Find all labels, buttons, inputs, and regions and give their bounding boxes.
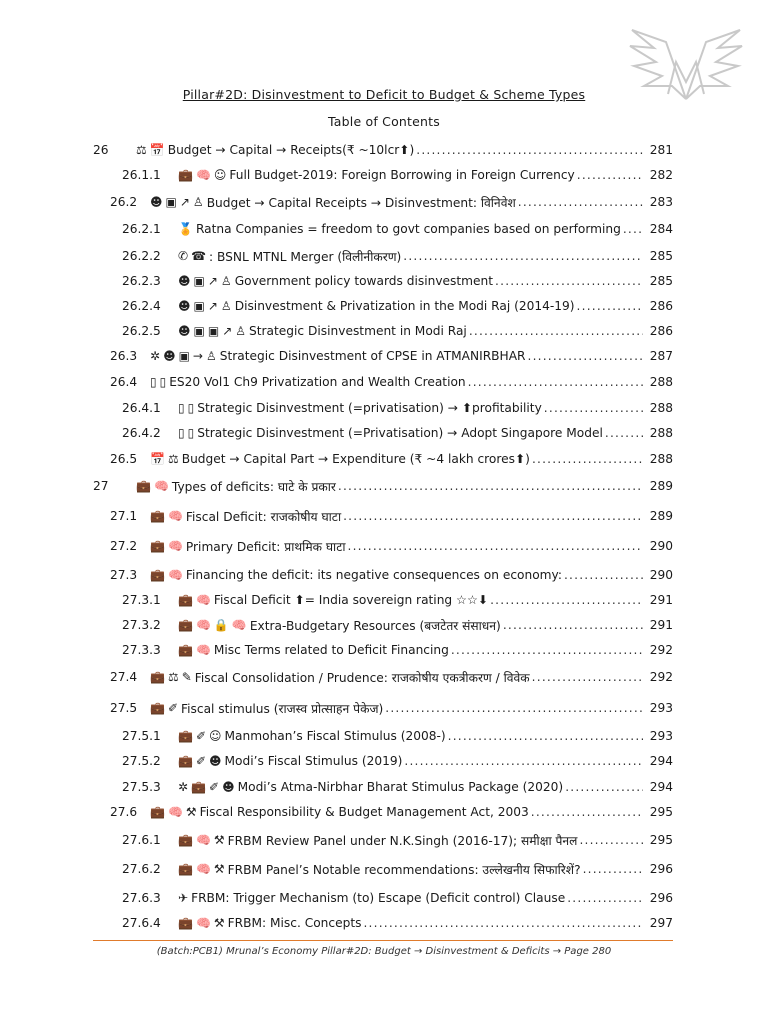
toc-entry-title: Fiscal Consolidation / Prudence: राजकोषीय एकत्रीकरण / विवेक — [194, 670, 530, 685]
dot-leader — [528, 349, 643, 363]
package-icon: ▣ — [193, 324, 205, 338]
toc-entry-title: Modi’s Atma-Nirbhar Bharat Stimulus Package (2020) — [237, 780, 564, 794]
toc-entry-title: Fiscal Deficit ⬆= India sovereign rating ☆☆⬇ — [213, 593, 489, 607]
toc-entry-page: 287 — [649, 349, 673, 363]
toc-entry[interactable] — [0, 616, 768, 634]
package-icon: ▣ — [193, 299, 205, 313]
chart-icon: ↗ — [222, 324, 233, 338]
dot-leader — [403, 249, 643, 263]
toc-entry-page: 294 — [649, 754, 673, 768]
brain-icon: 🧠 — [195, 833, 211, 847]
toc-entry-page: 288 — [649, 375, 673, 389]
toc-entry[interactable] — [0, 778, 768, 796]
toc-entry-number: 27.4 — [110, 670, 138, 684]
dot-leader — [363, 916, 643, 930]
toc-entry[interactable] — [0, 220, 768, 238]
dot-leader — [532, 452, 643, 466]
toc-entry[interactable] — [0, 727, 768, 745]
toc-entry-number: 26.4 — [110, 375, 138, 389]
brain-icon: 🧠 — [195, 643, 211, 657]
toc-entry-title: Budget → Capital → Receipts(₹ ~10lcr⬆) — [167, 143, 415, 157]
toc-entry-title: : BSNL MTNL Merger (विलीनीकरण) — [209, 249, 402, 264]
medal-icon: 🏅 — [178, 222, 193, 236]
toc-entry-page: 288 — [649, 452, 673, 466]
dot-leader — [544, 401, 643, 415]
footer-divider — [93, 940, 673, 941]
briefcase-icon: 💼 — [178, 643, 193, 657]
toc-entry-number: 27.2 — [110, 539, 138, 553]
toc-entry[interactable] — [0, 166, 768, 184]
book-icon: ▯ — [159, 375, 167, 389]
toc-entry-page: 293 — [649, 701, 673, 715]
toc-heading: Table of Contents — [328, 114, 440, 129]
brain-icon: 🧠 — [167, 805, 183, 819]
hammer-icon: ⚒ — [213, 833, 225, 847]
toc-entry-title: Misc Terms related to Deficit Financing — [213, 643, 449, 657]
toc-entry-number: 26.2 — [110, 195, 138, 209]
toc-entry-page: 291 — [649, 618, 673, 632]
toc-entry-title: Financing the deficit: its negative consequences on economy: — [185, 568, 562, 582]
dot-leader — [451, 643, 643, 657]
toc-entry-page: 281 — [649, 143, 673, 157]
toc-entry[interactable] — [0, 347, 768, 365]
briefcase-icon: 💼 — [178, 862, 193, 876]
toc-entry-number: 26.3 — [110, 349, 138, 363]
face-icon: ☺ — [213, 168, 227, 182]
dot-leader — [448, 729, 643, 743]
toc-entry-title: Strategic Disinvestment of CPSE in ATMANIRBHAR — [219, 349, 526, 363]
toc-entry-title: FRBM Review Panel under N.K.Singh (2016-17); समीक्षा पैनल — [227, 833, 578, 848]
toc-entry-title: Fiscal Deficit: राजकोषीय घाटा — [185, 509, 342, 524]
toc-entry-number: 26.2.3 — [122, 274, 161, 288]
dot-leader — [343, 509, 643, 523]
toc-entry-page: 292 — [649, 670, 673, 684]
toc-entry-title: Strategic Disinvestment in Modi Raj — [249, 324, 467, 338]
dot-leader — [565, 780, 643, 794]
toc-entry[interactable] — [0, 141, 768, 159]
toc-entry[interactable] — [0, 373, 768, 391]
toc-entry-page: 293 — [649, 729, 673, 743]
hammer-icon: ⚒ — [185, 805, 197, 819]
syringe-icon: ✐ — [195, 729, 207, 743]
briefcase-icon: 💼 — [178, 754, 193, 768]
toc-entry-page: 289 — [649, 509, 673, 523]
toc-entry-number: 26 — [93, 143, 109, 157]
toc-entry-title: FRBM: Misc. Concepts — [227, 916, 362, 930]
toc-entry-title: Extra-Budgetary Resources (बजटेतर संसाधन) — [249, 618, 501, 633]
toc-entry[interactable] — [0, 914, 768, 932]
dot-leader — [469, 324, 643, 338]
toc-entry-number: 27.5.3 — [122, 780, 161, 794]
toc-entry[interactable] — [0, 272, 768, 290]
dot-leader — [579, 833, 643, 847]
briefcase-icon: 💼 — [178, 168, 193, 182]
briefcase-icon: 💼 — [150, 805, 165, 819]
hammer-icon: ⚒ — [213, 916, 225, 930]
toc-entry-number: 26.2.2 — [122, 249, 161, 263]
toc-entry-page: 285 — [649, 249, 673, 263]
toc-entry-number: 26.4.2 — [122, 426, 161, 440]
dot-leader — [577, 168, 643, 182]
chart-icon: ↗ — [207, 299, 218, 313]
toc-entry[interactable] — [0, 860, 768, 878]
toc-entry-page: 296 — [649, 862, 673, 876]
brain-icon: 🧠 — [195, 168, 211, 182]
calendar-icon: 📅 — [150, 452, 165, 466]
toc-entry-title: Types of deficits: घाटे के प्रकार — [171, 479, 336, 494]
dot-leader — [577, 299, 643, 313]
briefcase-icon: 💼 — [150, 701, 165, 715]
briefcase-icon: 💼 — [150, 568, 165, 582]
book-icon: ▯ — [178, 401, 185, 415]
briefcase-icon: 💼 — [150, 509, 165, 523]
dot-leader — [348, 539, 644, 553]
toc-entry-title: ES20 Vol1 Ch9 Privatization and Wealth Creation — [169, 375, 466, 389]
briefcase-icon: 💼 — [150, 670, 165, 684]
toc-entry-number: 26.5 — [110, 452, 138, 466]
chart-icon: ↗ — [179, 195, 190, 209]
calendar-icon: 📅 — [149, 143, 165, 157]
toc-entry[interactable] — [0, 889, 768, 907]
toc-entry-number: 27.5 — [110, 701, 138, 715]
book-icon: ▯ — [187, 426, 195, 440]
toc-entry-page: 288 — [649, 401, 673, 415]
hammer-icon: ⚒ — [213, 862, 225, 876]
dot-leader — [623, 222, 643, 236]
toc-entry-number: 27.6.4 — [122, 916, 161, 930]
toc-entry-number: 26.2.1 — [122, 222, 161, 236]
dot-leader — [518, 195, 643, 209]
package-icon: ▣ — [178, 349, 190, 363]
toc-entry-page: 283 — [649, 195, 673, 209]
brain-icon: 🧠 — [195, 862, 211, 876]
broom-icon: ✎ — [181, 670, 192, 684]
toc-entry-number: 27.5.2 — [122, 754, 161, 768]
brain-icon: 🧠 — [195, 916, 211, 930]
face-icon: ☺ — [209, 729, 222, 743]
dot-leader — [468, 375, 643, 389]
mask-icon: ☻ — [178, 324, 191, 338]
dot-leader — [490, 593, 643, 607]
syringe-icon: ✐ — [167, 701, 179, 715]
page-footer: (Batch:PCB1) Mrunal’s Economy Pillar#2D: Budget → Disinvestment & Deficits → Page 280 — [156, 946, 612, 957]
dot-leader — [338, 479, 643, 493]
toc-entry[interactable] — [0, 477, 768, 495]
toc-entry-page: 286 — [649, 324, 673, 338]
toc-entry-page: 282 — [649, 168, 673, 182]
dot-leader — [416, 143, 643, 157]
document-title: Pillar#2D: Disinvestment to Deficit to Budget & Scheme Types — [182, 87, 586, 102]
briefcase-icon: 💼 — [178, 833, 193, 847]
toc-entry-number: 26.2.5 — [122, 324, 161, 338]
dot-leader — [583, 862, 643, 876]
scale-icon: ⚖ — [167, 452, 179, 466]
toc-entry-title: Modi’s Fiscal Stimulus (2019) — [224, 754, 403, 768]
syringe-icon: ✐ — [195, 754, 207, 768]
toc-entry-title: FRBM: Trigger Mechanism (to) Escape (Deficit control) Clause — [191, 891, 566, 905]
toc-entry-page: 296 — [649, 891, 673, 905]
virus-icon: ✲ — [150, 349, 161, 363]
person-icon: ♙ — [220, 274, 232, 288]
toc-entry[interactable] — [0, 803, 768, 821]
toc-entry-number: 27.3.2 — [122, 618, 161, 632]
person-icon: ♙ — [235, 324, 247, 338]
briefcase-icon: 💼 — [150, 539, 165, 553]
toc-entry[interactable] — [0, 566, 768, 584]
toc-entry-number: 27.6 — [110, 805, 138, 819]
toc-entry-number: 27 — [93, 479, 109, 493]
toc-entry[interactable] — [0, 752, 768, 770]
toc-entry-page: 289 — [649, 479, 673, 493]
toc-entry[interactable] — [0, 641, 768, 659]
mask-icon: ☻ — [209, 754, 222, 768]
dot-leader — [385, 701, 643, 715]
briefcase-icon: 💼 — [178, 618, 193, 632]
toc-entry-number: 27.6.2 — [122, 862, 161, 876]
toc-entry[interactable] — [0, 668, 768, 686]
escape-icon: ✈ — [178, 891, 189, 905]
brain-icon: 🧠 — [231, 618, 247, 632]
toc-entry-page: 291 — [649, 593, 673, 607]
toc-entry[interactable] — [0, 247, 768, 265]
lock-icon: 🔒 — [213, 618, 229, 632]
toc-entry-title: Fiscal Responsibility & Budget Management Act, 2003 — [199, 805, 529, 819]
toc-entry-number: 27.5.1 — [122, 729, 161, 743]
toc-entry-page: 285 — [649, 274, 673, 288]
chart-icon: ↗ — [207, 274, 218, 288]
toc-entry[interactable] — [0, 591, 768, 609]
arrow-icon: → — [192, 349, 203, 363]
toc-entry-page: 284 — [649, 222, 673, 236]
brain-icon: 🧠 — [195, 618, 211, 632]
dot-leader — [495, 274, 643, 288]
toc-entry-title: Manmohan’s Fiscal Stimulus (2008-) — [224, 729, 446, 743]
toc-entry-page: 297 — [649, 916, 673, 930]
toc-entry-title: Strategic Disinvestment (=privatisation) → ⬆profitability — [197, 401, 542, 415]
toc-entry-title: Primary Deficit: प्राथमिक घाटा — [185, 539, 346, 554]
briefcase-icon: 💼 — [136, 479, 151, 493]
mask-icon: ☻ — [163, 349, 176, 363]
toc-entry[interactable] — [0, 450, 768, 468]
toc-entry-page: 290 — [649, 568, 673, 582]
toc-entry-number: 27.6.3 — [122, 891, 161, 905]
toc-entry-number: 27.3.3 — [122, 643, 161, 657]
toc-entry-title: Budget → Capital Part → Expenditure (₹ ~4 lakh crores⬆) — [181, 452, 530, 466]
toc-entry[interactable] — [0, 322, 768, 340]
toc-entry-number: 26.2.4 — [122, 299, 161, 313]
toc-entry-page: 295 — [649, 805, 673, 819]
scale-icon: ⚖ — [136, 143, 147, 157]
toc-entry[interactable] — [0, 193, 768, 211]
toc-entry-page: 286 — [649, 299, 673, 313]
toc-entry-title: Strategic Disinvestment (=Privatisation) → Adopt Singapore Model — [197, 426, 603, 440]
toc-entry-page: 290 — [649, 539, 673, 553]
book-icon: ▯ — [187, 401, 195, 415]
brain-icon: 🧠 — [167, 539, 183, 553]
mask-icon: ☻ — [222, 780, 235, 794]
person-icon: ♙ — [192, 195, 204, 209]
brain-icon: 🧠 — [167, 509, 183, 523]
toc-entry[interactable] — [0, 831, 768, 849]
brain-icon: 🧠 — [195, 593, 211, 607]
toc-entry-title: Fiscal stimulus (राजस्व प्रोत्साहन पेकेज) — [181, 701, 384, 716]
toc-entry-number: 26.1.1 — [122, 168, 161, 182]
book-icon: ▯ — [150, 375, 157, 389]
briefcase-icon: 💼 — [178, 916, 193, 930]
package-icon: ▣ — [193, 274, 205, 288]
dot-leader — [404, 754, 643, 768]
briefcase-icon: 💼 — [191, 780, 207, 794]
toc-entry-page: 294 — [649, 780, 673, 794]
toc-entry[interactable] — [0, 424, 768, 442]
brain-icon: 🧠 — [167, 568, 183, 582]
toc-entry-number: 27.3.1 — [122, 593, 161, 607]
briefcase-icon: 💼 — [178, 729, 193, 743]
briefcase-icon: 💼 — [178, 593, 193, 607]
dot-leader — [564, 568, 643, 582]
person-icon: ♙ — [205, 349, 217, 363]
telephone-icon: ☎ — [191, 249, 207, 263]
person-icon: ♙ — [220, 299, 232, 313]
dot-leader — [532, 670, 643, 684]
toc-entry-page: 292 — [649, 643, 673, 657]
syringe-icon: ✐ — [209, 780, 220, 794]
toc-entry-title: Budget → Capital Receipts → Disinvestment: विनिवेश — [206, 195, 516, 210]
toc-entry-title: Government policy towards disinvestment — [234, 274, 494, 288]
package-icon: ▣ — [165, 195, 177, 209]
toc-entry-title: FRBM Panel’s Notable recommendations: उल्लेखनीय सिफारिशें? — [227, 862, 581, 877]
toc-entry-page: 295 — [649, 833, 673, 847]
package-icon: ▣ — [207, 324, 220, 338]
toc-entry[interactable] — [0, 399, 768, 417]
dot-leader — [567, 891, 643, 905]
toc-entry[interactable] — [0, 699, 768, 717]
toc-entry-title: Full Budget-2019: Foreign Borrowing in Foreign Currency — [229, 168, 575, 182]
toc-entry-number: 26.4.1 — [122, 401, 161, 415]
mask-icon: ☻ — [178, 274, 191, 288]
toc-entry-page: 288 — [649, 426, 673, 440]
toc-entry-number: 27.6.1 — [122, 833, 161, 847]
toc-entry[interactable] — [0, 297, 768, 315]
brain-icon: 🧠 — [153, 479, 169, 493]
toc-entry[interactable] — [0, 507, 768, 525]
mask-icon: ☻ — [150, 195, 163, 209]
book-icon: ▯ — [178, 426, 185, 440]
toc-entry-title: Disinvestment & Privatization in the Modi Raj (2014-19) — [234, 299, 575, 313]
virus-icon: ✲ — [178, 780, 189, 794]
toc-entry-number: 27.1 — [110, 509, 138, 523]
toc-entry-number: 27.3 — [110, 568, 138, 582]
dot-leader — [503, 618, 643, 632]
dot-leader — [531, 805, 643, 819]
scale-icon: ⚖ — [167, 670, 179, 684]
mask-icon: ☻ — [178, 299, 191, 313]
phone-icon: ✆ — [178, 249, 189, 263]
dot-leader — [605, 426, 643, 440]
toc-entry[interactable] — [0, 537, 768, 555]
toc-entry-title: Ratna Companies = freedom to govt companies based on performing — [195, 222, 621, 236]
